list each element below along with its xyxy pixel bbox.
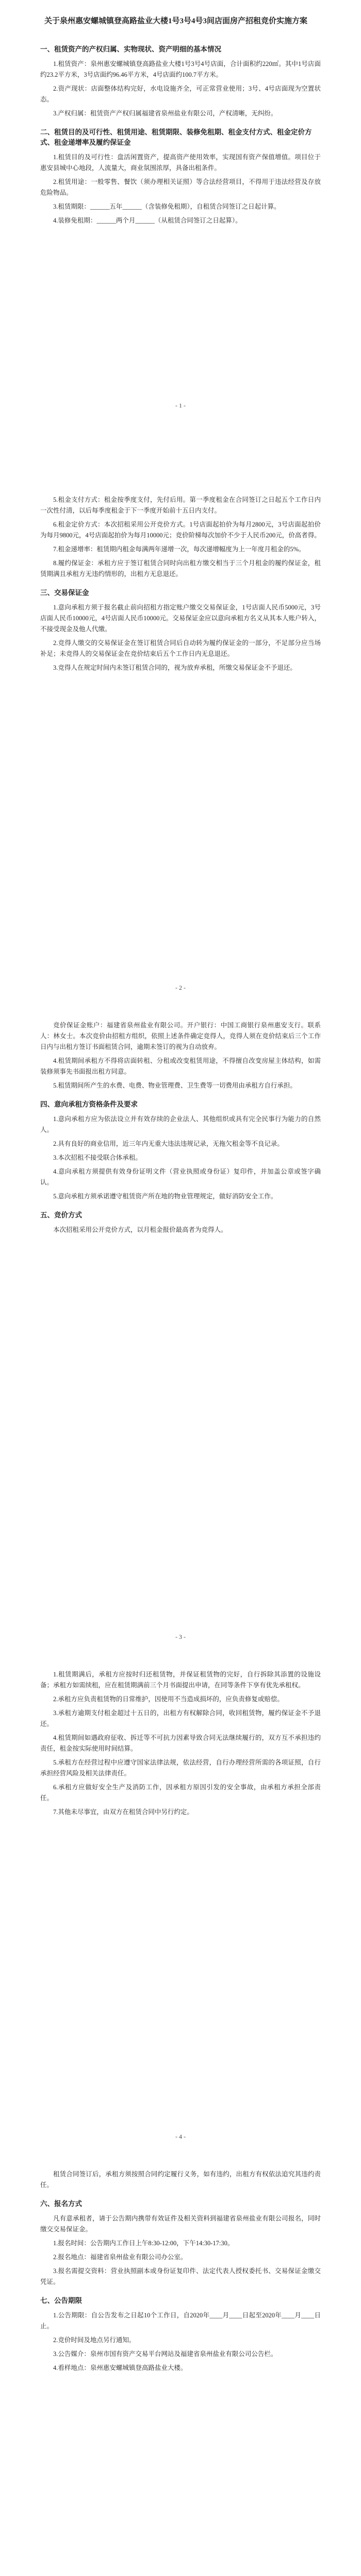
page-number: - 4 - [175,2133,186,2140]
section-heading: 六、报名方式 [40,2200,82,2208]
section-heading: 三、交易保证金 [40,589,89,597]
paragraph: 2.承租方应负责租赁物的日常维护，因使用不当造成损坏的，应负责修复或赔偿。 [53,1696,284,1703]
page-header [0,15,361,32]
paragraph: 本次招租采用公开竞价方式，以月租金报价最高者为竞得人。 [53,1226,227,1233]
section-heading: 七、公告期限 [40,2297,82,2304]
paragraph: 6.承租方应做好安全生产及消防工作，因承租方原因引发的安全事故，由承租方承担全部责任。 [40,1784,321,1802]
paragraph: 7.其他未尽事宜，由双方在租赁合同中另行约定。 [53,1808,193,1816]
page-number: - 2 - [175,984,186,991]
paragraph: 5.租金支付方式：租金按季度支付，先付后用。第一季度租金在合同签订之日起五个工作日内一次性付清，以后每季度租金于下一季度开始前十五日内支付。 [40,496,321,514]
paragraph: 租赁合同签订后，承租方须按照合同约定履行义务，如有违约，出租方有权依法追究其违约责任。 [40,2171,321,2189]
paragraph: 3.公告媒介：泉州市国有资产交易平台网站及福建省泉州盐业有限公司公告栏。 [53,2350,277,2358]
paragraph: 1.公告期限：自公告发布之日起10个工作日，自2020年____月____日起至2020年____月____日止。 [40,2312,321,2330]
paragraph: 6.租金定价方式：本次招租采用公开竞价方式。1号店面起拍价为每月2800元，3号店面起拍价为每月9800元，4号店面起拍价为每月10000元；竞价阶梯每次加价不少于人民币200元，价高者得。 [40,521,321,539]
paragraph: 1.意向承租方须于报名截止前向招租方指定账户缴交交易保证金，1号店面人民币5000元，3号店面人民币10000元，4号店面人民币10000元。交易保证金应以意向承租方名义从其本人账户转入，不接受现金及他人代缴。 [40,604,321,633]
page-4 [0,1669,361,1821]
paragraph: 4.租赁期间承租方不得将店面转租、分租或改变租赁用途，不得擅自改变房屋主体结构，如需装修须事先书面报出租方同意。 [40,1057,321,1075]
paragraph: 3.本次招租不接受联合体承租。 [53,1154,142,1161]
page-1 [0,36,361,229]
paragraph: 3.竞得人在规定时间内未签订租赁合同的，视为放弃承租，所缴交易保证金不予退还。 [53,664,297,671]
section-heading: 四、意向承租方资格条件及要求 [40,1100,138,1108]
paragraph: 3.租赁期限：______五年______（含装修免租期），自租赁合同签订之日起计算。 [53,203,281,210]
paragraph: 5.承租方在经营过程中应遵守国家法律法规，依法经营，自行办理经营所需的各项证照，自行承担经营风险及相关法律责任。 [40,1759,321,1777]
paragraph: 2.竞得人缴交的交易保证金在签订租赁合同后自动转为履约保证金的一部分，不足部分应当场补足；未竞得人的交易保证金在竞价结束后五个工作日内无息退还。 [40,639,321,657]
paragraph: 凡有意承租者，请于公告期内携带有效证件及相关资料到福建省泉州盐业有限公司报名，同时缴交交易保证金。 [40,2215,321,2233]
section-heading: 五、竞价方式 [40,1211,82,1219]
page-number: - 1 - [175,402,186,409]
section-heading: 一、租赁资产的产权归属、实物现状、资产明细的基本情况 [40,45,221,53]
paragraph: 2.具有良好的商业信用，近三年内无重大违法违规记录，无拖欠租金等不良记录。 [53,1140,284,1147]
paragraph: 5.租赁期间所产生的水费、电费、物业管理费、卫生费等一切费用由承租方自行承担。 [53,1082,297,1089]
paragraph: 1.意向承租方应为依法设立并有效存续的企业法人、其他组织或具有完全民事行为能力的自然人。 [40,1115,321,1133]
paragraph: 竞价保证金账户：福建省泉州盐业有限公司。开户银行：中国工商银行泉州惠安支行。联系人：林女士。本次竞价由招租方组织，依照上述条件确定竞得人，竞得人须在竞价结束后三个工作日内与出租方签订书面租赁合同，逾期未签订的视为自动放弃。 [40,1022,321,1050]
page-2 [0,495,361,676]
paragraph: 3.报名需提交资料：营业执照副本或身份证复印件、法定代表人授权委托书、交易保证金缴交凭证。 [40,2267,321,2285]
paragraph: 4.租赁期间如遇政府征收、拆迁等不可抗力因素导致合同无法继续履行的，双方互不承担违约责任，租金按实际使用时间结算。 [40,1734,321,1752]
paragraph: 2.租赁用途：一般零售、餐饮（须办理相关证照）等合法经营项目，不得用于违法经营及存放危险物品。 [40,178,321,196]
document-title: 关于泉州惠安螺城镇登高路盐业大楼1号3号4号3间店面房产招租竞价实施方案 [44,17,308,25]
paragraph: 2.竞价时间及地点另行通知。 [53,2336,136,2344]
paragraph: 1.租赁资产：泉州惠安螺城镇登高路盐业大楼1号3号4号店面，合计面积约220㎡。其中1号店面约23.2平方米，3号店面约96.46平方米，4号店面约100.7平方米。 [40,60,321,78]
paragraph: 7.租金递增率：租赁期内租金每满两年递增一次，每次递增幅度为上一年度月租金的5%。 [53,546,305,553]
page-number: - 3 - [175,1633,186,1640]
paragraph: 1.租赁期满后，承租方应按时归还租赁物，并保证租赁物的完好，自行拆除其添置的设施设备；承租方如需续租，应在租赁期满前三个月书面提出申请，在同等条件下享有优先承租权。 [40,1671,321,1689]
paragraph: 3.产权归属：租赁资产产权归属福建省泉州盐业有限公司，产权清晰，无纠纷。 [53,110,277,117]
paragraph: 4.意向承租方须提供有效身份证明文件（营业执照或身份证）复印件，并加盖公章或签字确认。 [40,1168,321,1186]
paragraph: 8.履约保证金：承租方应于签订租赁合同时向出租方缴交相当于三个月租金的履约保证金，租赁期满且承租方无违约情形的，出租方无息退还。 [40,560,321,578]
page-3 [0,1020,361,1239]
paragraph: 2.资产现状：店面整体结构完好，水电设施齐全，可正常营业使用；3号、4号店面现为空置状态。 [40,85,321,103]
paragraph: 1.租赁目的及可行性：盘活闲置资产，提高资产使用效率，实现国有资产保值增值。项目位于惠安县城中心地段，人流量大，商业氛围浓厚，具备出租条件。 [40,154,321,172]
paragraph: 1.报名时间：公告期内工作日上午8:30-12:00，下午14:30-17:30。 [53,2240,234,2247]
page-5 [0,2169,361,2377]
paragraph: 4.装修免租期：______两个月______（从租赁合同签订之日起算）。 [53,217,242,224]
paragraph: 2.报名地点：福建省泉州盐业有限公司办公室。 [53,2253,187,2261]
paragraph: 5.意向承租方须承诺遵守租赁资产所在地的物业管理规定，做好消防安全工作。 [53,1193,277,1200]
section-heading: 二、租赁目的及可行性、租赁用途、租赁期限、装修免租期、租金支付方式、租金定价方式、租金递增率及履约保证金 [40,128,312,146]
paragraph: 3.承租方逾期支付租金超过十五日的，出租方有权解除合同，收回租赁物，履约保证金不予退还。 [40,1709,321,1727]
paragraph: 4.看样地点：泉州惠安螺城镇登高路盐业大楼。 [53,2364,187,2371]
